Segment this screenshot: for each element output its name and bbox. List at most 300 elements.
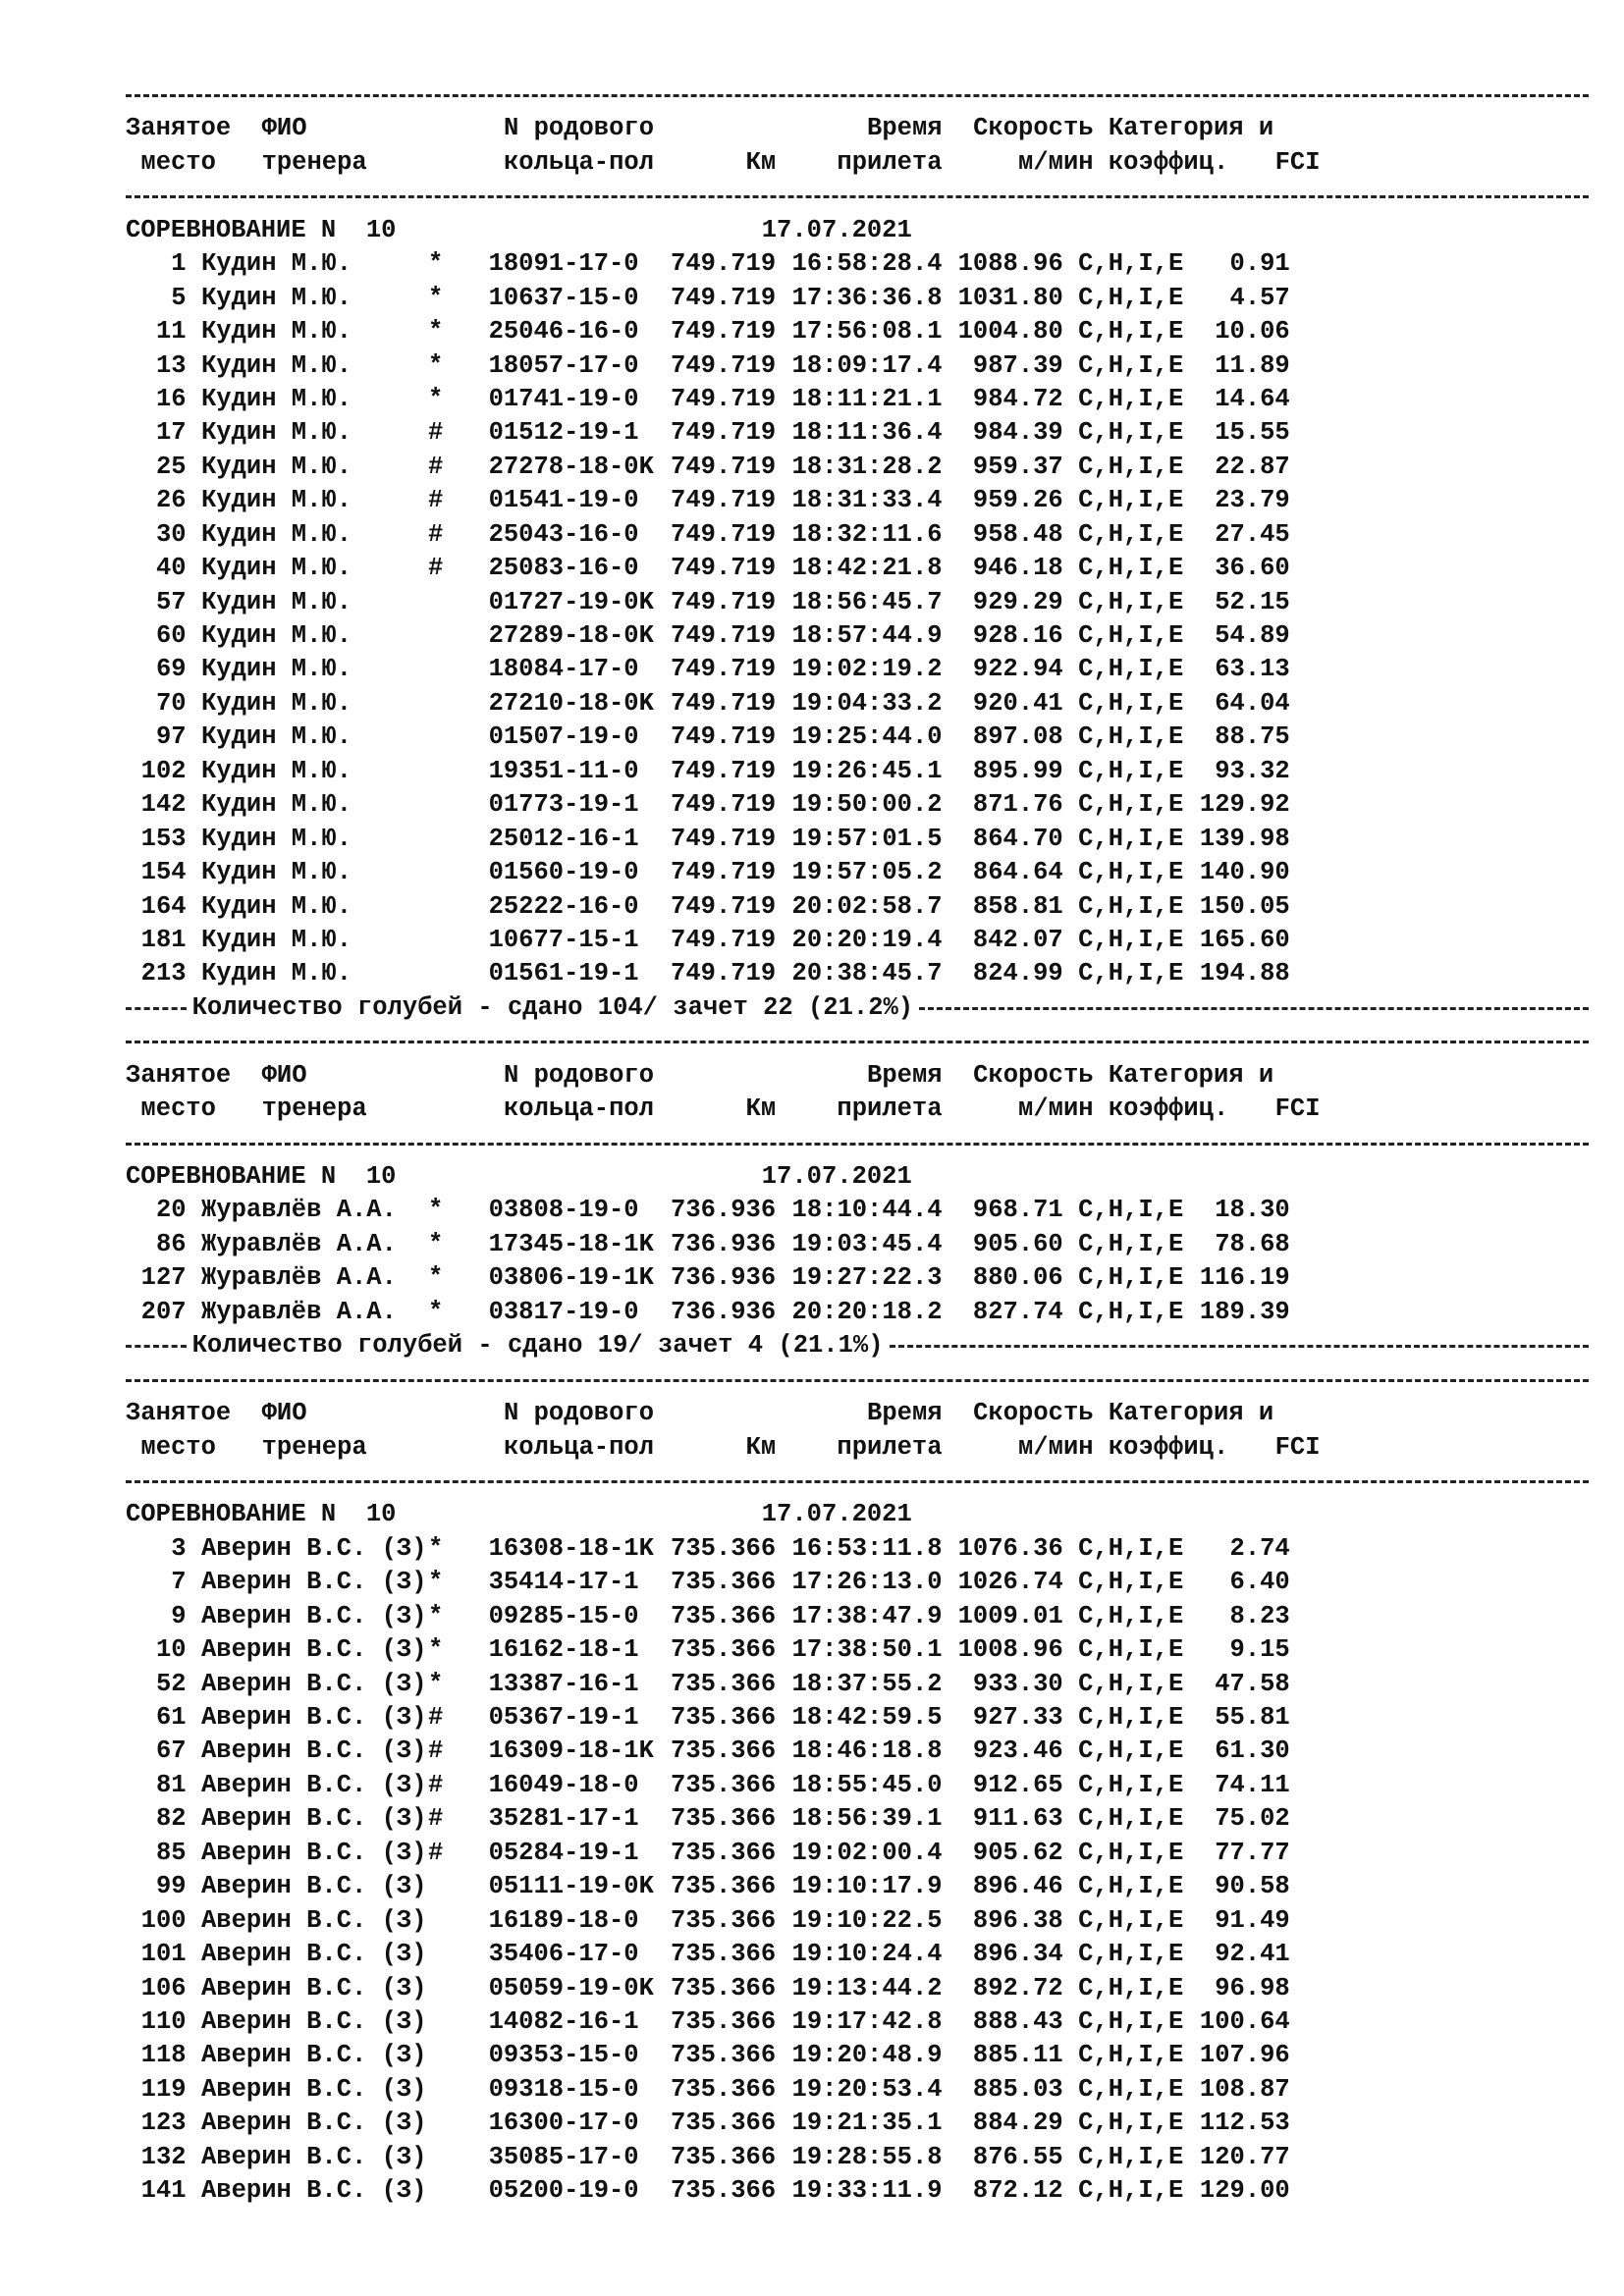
- time-cell: 17:36:36.8: [791, 283, 943, 312]
- place-cell: 70: [155, 688, 187, 718]
- fci-cell: 90.58: [1215, 1872, 1290, 1901]
- trainer-name-cell: Кудин М.Ю.: [200, 655, 352, 684]
- table-row: [126, 586, 1589, 619]
- speed-cell: 876.55: [972, 2142, 1063, 2171]
- time-cell: 19:10:22.5: [791, 1905, 943, 1935]
- place-cell: 164: [140, 891, 187, 921]
- place-cell: 101: [140, 1940, 187, 1969]
- header-category: коэффиц.: [1093, 1432, 1229, 1462]
- time-cell: 19:25:44.0: [791, 722, 943, 752]
- header-ring: кольца-пол: [503, 147, 654, 177]
- category-cell: C,H,I,E: [1078, 1601, 1184, 1630]
- ring-cell: 18084-17-0: [488, 655, 639, 684]
- header-line: [126, 112, 1589, 145]
- place-cell: 1: [171, 249, 187, 279]
- header-line: [126, 1059, 1589, 1093]
- fci-cell: 77.77: [1215, 1838, 1290, 1867]
- fci-cell: 112.53: [1199, 2109, 1290, 2138]
- ring-cell: 03806-19-1K: [488, 1263, 654, 1293]
- fci-cell: 93.32: [1215, 756, 1290, 785]
- category-cell: C,H,I,E: [1078, 756, 1184, 785]
- time-cell: 18:09:17.4: [791, 350, 943, 380]
- fci-cell: 91.49: [1215, 1905, 1290, 1935]
- time-cell: 17:38:50.1: [791, 1635, 943, 1665]
- km-cell: 749.719: [671, 858, 777, 887]
- trainer-name-cell: Кудин М.Ю.: [200, 519, 352, 549]
- trainer-name-cell: Аверин В.С. (З): [200, 1872, 427, 1901]
- category-cell: C,H,I,E: [1078, 858, 1184, 887]
- place-cell: 153: [140, 824, 187, 853]
- fci-cell: 47.58: [1215, 1669, 1290, 1698]
- place-cell: 17: [155, 418, 187, 448]
- place-cell: 86: [155, 1229, 187, 1258]
- header-speed: Скорость: [973, 1399, 1094, 1428]
- km-cell: 735.366: [671, 2006, 777, 2036]
- header-time: Время: [867, 1399, 943, 1428]
- ring-cell: 05367-19-1: [488, 1703, 639, 1732]
- km-cell: 749.719: [671, 554, 777, 583]
- header-fio: ФИО: [261, 114, 307, 143]
- category-cell: C,H,I,E: [1078, 1838, 1184, 1867]
- place-cell: 69: [155, 655, 187, 684]
- header-km: Км: [745, 147, 777, 177]
- fci-cell: 2.74: [1229, 1533, 1290, 1563]
- trainer-name-cell: Журавлёв А.А.: [200, 1263, 397, 1293]
- time-cell: 20:20:19.4: [791, 925, 943, 954]
- mark-cell: *: [427, 1229, 444, 1258]
- category-cell: C,H,I,E: [1078, 1940, 1184, 1969]
- time-cell: 19:03:45.4: [791, 1229, 943, 1258]
- trainer-name-cell: Кудин М.Ю.: [200, 891, 352, 921]
- competition-date: 17.07.2021: [761, 1162, 912, 1191]
- fci-cell: 4.57: [1229, 283, 1290, 312]
- category-cell: C,H,I,E: [1078, 925, 1184, 954]
- table-row: [126, 1532, 1589, 1566]
- mark-cell: *: [427, 249, 444, 279]
- ring-cell: 01507-19-0: [488, 722, 639, 752]
- category-cell: C,H,I,E: [1078, 1804, 1184, 1834]
- ring-cell: 05284-19-1: [488, 1838, 639, 1867]
- speed-cell: 842.07: [972, 925, 1063, 954]
- summary-dash-left: [126, 1007, 187, 1010]
- km-cell: 749.719: [671, 418, 777, 448]
- speed-cell: 946.18: [972, 554, 1063, 583]
- mark-cell: *: [427, 1635, 444, 1665]
- table-row: [126, 721, 1589, 754]
- header-ring: кольца-пол: [503, 1432, 654, 1462]
- time-cell: 18:32:11.6: [791, 519, 943, 549]
- km-cell: 736.936: [671, 1196, 777, 1225]
- category-cell: C,H,I,E: [1078, 554, 1184, 583]
- ring-cell: 01773-19-1: [488, 790, 639, 820]
- trainer-name-cell: Аверин В.С. (З): [200, 1736, 427, 1766]
- category-cell: C,H,I,E: [1078, 350, 1184, 380]
- place-cell: 100: [140, 1905, 187, 1935]
- fci-cell: 129.00: [1199, 2176, 1290, 2206]
- mark-cell: #: [427, 1703, 444, 1732]
- category-cell: C,H,I,E: [1078, 655, 1184, 684]
- header-speed: м/мин: [1018, 147, 1094, 177]
- speed-cell: 864.70: [972, 824, 1063, 853]
- time-cell: 18:37:55.2: [791, 1669, 943, 1698]
- trainer-name-cell: Кудин М.Ю.: [200, 350, 352, 380]
- category-cell: C,H,I,E: [1078, 249, 1184, 279]
- km-cell: 749.719: [671, 486, 777, 515]
- trainer-name-cell: Кудин М.Ю.: [200, 621, 352, 650]
- place-cell: 5: [171, 283, 187, 312]
- time-cell: 18:57:44.9: [791, 621, 943, 650]
- speed-cell: 885.03: [972, 2074, 1063, 2104]
- speed-cell: 864.64: [972, 858, 1063, 887]
- speed-cell: 1076.36: [957, 1533, 1063, 1563]
- table-row: [126, 2141, 1589, 2174]
- fci-cell: 52.15: [1215, 587, 1290, 616]
- ring-cell: 16308-18-1K: [488, 1533, 654, 1563]
- header-ring: N родового: [503, 114, 655, 143]
- km-cell: 749.719: [671, 587, 777, 616]
- trainer-name-cell: Аверин В.С. (З): [200, 1635, 427, 1665]
- speed-cell: 1004.80: [957, 317, 1063, 347]
- place-cell: 10: [155, 1635, 187, 1665]
- header-category: коэффиц.: [1093, 1095, 1229, 1124]
- table-row: [126, 247, 1589, 281]
- mark-cell: #: [427, 1804, 444, 1834]
- fci-cell: 55.81: [1215, 1703, 1290, 1732]
- table-row: [126, 653, 1589, 686]
- ring-cell: 25012-16-1: [488, 824, 639, 853]
- mark-cell: *: [427, 317, 444, 347]
- category-cell: C,H,I,E: [1078, 2006, 1184, 2036]
- speed-cell: 871.76: [972, 790, 1063, 820]
- trainer-name-cell: Аверин В.С. (З): [200, 1533, 427, 1563]
- table-row: [126, 2174, 1589, 2208]
- header-place: Занятое: [126, 1060, 232, 1090]
- km-cell: 749.719: [671, 891, 777, 921]
- km-cell: 749.719: [671, 452, 777, 481]
- table-row: [126, 924, 1589, 957]
- header-category: коэффиц.: [1093, 147, 1229, 177]
- table-row: [126, 1904, 1589, 1938]
- speed-cell: 968.71: [972, 1196, 1063, 1225]
- category-cell: C,H,I,E: [1078, 824, 1184, 853]
- ring-cell: 10677-15-1: [488, 925, 639, 954]
- ring-cell: 25083-16-0: [488, 554, 639, 583]
- header-rule-top: [126, 1363, 1589, 1397]
- competition-title: СОРЕВНОВАНИЕ N 10: [126, 1500, 397, 1529]
- table-row: [126, 1228, 1589, 1261]
- fci-cell: 15.55: [1215, 418, 1290, 448]
- trainer-name-cell: Кудин М.Ю.: [200, 858, 352, 887]
- km-cell: 749.719: [671, 249, 777, 279]
- header-fio: тренера: [261, 1095, 367, 1124]
- ring-cell: 35085-17-0: [488, 2142, 639, 2171]
- category-cell: C,H,I,E: [1078, 1229, 1184, 1258]
- table-row: [126, 1668, 1589, 1701]
- category-cell: C,H,I,E: [1078, 2142, 1184, 2171]
- mark-cell: #: [427, 1770, 444, 1799]
- summary-line: [126, 991, 1589, 1025]
- header-line: [126, 1093, 1589, 1126]
- time-cell: 19:57:05.2: [791, 858, 943, 887]
- header-ring: N родового: [503, 1060, 655, 1090]
- category-cell: C,H,I,E: [1078, 283, 1184, 312]
- header-fci: FCI: [1274, 1432, 1321, 1462]
- mark-cell: #: [427, 1736, 444, 1766]
- header-place: место: [140, 1432, 216, 1462]
- trainer-name-cell: Кудин М.Ю.: [200, 722, 352, 752]
- place-cell: 132: [140, 2142, 187, 2171]
- mark-cell: *: [427, 283, 444, 312]
- category-cell: C,H,I,E: [1078, 519, 1184, 549]
- table-row: [126, 383, 1589, 416]
- ring-cell: 01561-19-1: [488, 959, 639, 988]
- mark-cell: #: [427, 1838, 444, 1867]
- time-cell: 19:21:35.1: [791, 2109, 943, 2138]
- time-cell: 19:20:53.4: [791, 2074, 943, 2104]
- place-cell: 16: [155, 384, 187, 413]
- summary-text: Количество голубей - сдано 104/ зачет 22 (21.2%): [191, 992, 914, 1022]
- km-cell: 735.366: [671, 1568, 777, 1597]
- place-cell: 213: [140, 959, 187, 988]
- time-cell: 17:56:08.1: [791, 317, 943, 347]
- results-document: [126, 79, 1589, 2209]
- speed-cell: 959.26: [972, 486, 1063, 515]
- table-row: [126, 349, 1589, 383]
- fci-cell: 54.89: [1215, 621, 1290, 650]
- trainer-name-cell: Аверин В.С. (З): [200, 1770, 427, 1799]
- speed-cell: 929.29: [972, 587, 1063, 616]
- time-cell: 19:02:00.4: [791, 1838, 943, 1867]
- fci-cell: 8.23: [1229, 1601, 1290, 1630]
- place-cell: 118: [140, 2041, 187, 2070]
- table-row: [126, 1837, 1589, 1870]
- km-cell: 735.366: [671, 1533, 777, 1563]
- fci-cell: 189.39: [1199, 1297, 1290, 1326]
- km-cell: 735.366: [671, 1736, 777, 1766]
- ring-cell: 16162-18-1: [488, 1635, 639, 1665]
- speed-cell: 872.12: [972, 2176, 1063, 2206]
- place-cell: 25: [155, 452, 187, 481]
- mark-cell: *: [427, 350, 444, 380]
- table-row: [126, 1802, 1589, 1836]
- trainer-name-cell: Кудин М.Ю.: [200, 283, 352, 312]
- ring-cell: 16049-18-0: [488, 1770, 639, 1799]
- category-cell: C,H,I,E: [1078, 317, 1184, 347]
- km-cell: 749.719: [671, 790, 777, 820]
- speed-cell: 824.99: [972, 959, 1063, 988]
- time-cell: 16:53:11.8: [791, 1533, 943, 1563]
- fci-cell: 129.92: [1199, 790, 1290, 820]
- time-cell: 19:33:11.9: [791, 2176, 943, 2206]
- km-cell: 735.366: [671, 2109, 777, 2138]
- table-row: [126, 451, 1589, 484]
- category-cell: C,H,I,E: [1078, 587, 1184, 616]
- ring-cell: 18091-17-0: [488, 249, 639, 279]
- ring-cell: 35281-17-1: [488, 1804, 639, 1834]
- km-cell: 749.719: [671, 722, 777, 752]
- trainer-name-cell: Аверин В.С. (З): [200, 2109, 427, 2138]
- fci-cell: 36.60: [1215, 554, 1290, 583]
- place-cell: 9: [171, 1601, 187, 1630]
- category-cell: C,H,I,E: [1078, 1973, 1184, 2002]
- competition-line: [126, 1498, 1589, 1531]
- fci-cell: 92.41: [1215, 1940, 1290, 1969]
- ring-cell: 10637-15-0: [488, 283, 639, 312]
- speed-cell: 884.29: [972, 2109, 1063, 2138]
- summary-line: [126, 1329, 1589, 1362]
- km-cell: 735.366: [671, 2142, 777, 2171]
- fci-cell: 11.89: [1215, 350, 1290, 380]
- place-cell: 26: [155, 486, 187, 515]
- fci-cell: 88.75: [1215, 722, 1290, 752]
- ring-cell: 05200-19-0: [488, 2176, 639, 2206]
- time-cell: 19:02:19.2: [791, 655, 943, 684]
- trainer-name-cell: Кудин М.Ю.: [200, 688, 352, 718]
- speed-cell: 958.48: [972, 519, 1063, 549]
- speed-cell: 905.60: [972, 1229, 1063, 1258]
- speed-cell: 912.65: [972, 1770, 1063, 1799]
- header-speed: м/мин: [1018, 1432, 1094, 1462]
- header-category: Категория и: [1093, 1060, 1274, 1090]
- category-cell: C,H,I,E: [1078, 418, 1184, 448]
- fci-cell: 107.96: [1199, 2041, 1290, 2070]
- fci-cell: 18.30: [1215, 1196, 1290, 1225]
- fci-cell: 27.45: [1215, 519, 1290, 549]
- place-cell: 3: [171, 1533, 187, 1563]
- competition-line: [126, 1160, 1589, 1194]
- trainer-name-cell: Кудин М.Ю.: [200, 384, 352, 413]
- speed-cell: 984.72: [972, 384, 1063, 413]
- trainer-name-cell: Кудин М.Ю.: [200, 959, 352, 988]
- fci-cell: 139.98: [1199, 824, 1290, 853]
- place-cell: 207: [140, 1297, 187, 1326]
- time-cell: 19:27:22.3: [791, 1263, 943, 1293]
- summary-dash-left: [126, 1345, 187, 1348]
- trainer-name-cell: Аверин В.С. (З): [200, 1973, 427, 2002]
- header-place: место: [140, 147, 216, 177]
- speed-cell: 911.63: [972, 1804, 1063, 1834]
- fci-cell: 74.11: [1215, 1770, 1290, 1799]
- table-row: [126, 687, 1589, 721]
- ring-cell: 16309-18-1K: [488, 1736, 654, 1766]
- place-cell: 141: [140, 2176, 187, 2206]
- speed-cell: 959.37: [972, 452, 1063, 481]
- place-cell: 99: [155, 1872, 187, 1901]
- table-row: [126, 788, 1589, 822]
- header-time: прилета: [837, 1432, 943, 1462]
- speed-cell: 1026.74: [957, 1568, 1063, 1597]
- place-cell: 102: [140, 756, 187, 785]
- trainer-name-cell: Кудин М.Ю.: [200, 824, 352, 853]
- category-cell: C,H,I,E: [1078, 1196, 1184, 1225]
- fci-cell: 63.13: [1215, 655, 1290, 684]
- table-row: [126, 2039, 1589, 2072]
- header-rule-top: [126, 1025, 1589, 1058]
- place-cell: 85: [155, 1838, 187, 1867]
- summary-dash-right: [919, 1007, 1589, 1010]
- fci-cell: 64.04: [1215, 688, 1290, 718]
- table-row: [126, 619, 1589, 653]
- mark-cell: #: [427, 554, 444, 583]
- trainer-name-cell: Аверин В.С. (З): [200, 1905, 427, 1935]
- time-cell: 19:20:48.9: [791, 2041, 943, 2070]
- table-row: [126, 755, 1589, 788]
- ring-cell: 14082-16-1: [488, 2006, 639, 2036]
- fci-cell: 61.30: [1215, 1736, 1290, 1766]
- mark-cell: *: [427, 1263, 444, 1293]
- speed-cell: 897.08: [972, 722, 1063, 752]
- km-cell: 735.366: [671, 1872, 777, 1901]
- km-cell: 749.719: [671, 384, 777, 413]
- place-cell: 106: [140, 1973, 187, 2002]
- time-cell: 18:55:45.0: [791, 1770, 943, 1799]
- header-time: прилета: [837, 147, 943, 177]
- table-row: [126, 823, 1589, 856]
- time-cell: 18:42:21.8: [791, 554, 943, 583]
- table-row: [126, 282, 1589, 315]
- table-row: [126, 1938, 1589, 1971]
- ring-cell: 09318-15-0: [488, 2074, 639, 2104]
- speed-cell: 858.81: [972, 891, 1063, 921]
- time-cell: 20:02:58.7: [791, 891, 943, 921]
- place-cell: 97: [155, 722, 187, 752]
- header-fio: ФИО: [261, 1060, 307, 1090]
- km-cell: 735.366: [671, 1905, 777, 1935]
- table-row: [126, 1261, 1589, 1295]
- header-time: Время: [867, 114, 943, 143]
- ring-cell: 35414-17-1: [488, 1568, 639, 1597]
- table-row: [126, 1600, 1589, 1633]
- speed-cell: 933.30: [972, 1669, 1063, 1698]
- category-cell: C,H,I,E: [1078, 2176, 1184, 2206]
- speed-cell: 923.46: [972, 1736, 1063, 1766]
- trainer-name-cell: Кудин М.Ю.: [200, 790, 352, 820]
- mark-cell: #: [427, 452, 444, 481]
- table-row: [126, 1870, 1589, 1903]
- place-cell: 110: [140, 2006, 187, 2036]
- speed-cell: 1009.01: [957, 1601, 1063, 1630]
- category-cell: C,H,I,E: [1078, 1770, 1184, 1799]
- time-cell: 19:10:24.4: [791, 1940, 943, 1969]
- header-place: Занятое: [126, 1399, 232, 1428]
- speed-cell: 896.46: [972, 1872, 1063, 1901]
- trainer-name-cell: Аверин В.С. (З): [200, 2074, 427, 2104]
- mark-cell: *: [427, 1297, 444, 1326]
- summary-dash-right: [890, 1345, 1589, 1348]
- time-cell: 19:50:00.2: [791, 790, 943, 820]
- place-cell: 154: [140, 858, 187, 887]
- speed-cell: 880.06: [972, 1263, 1063, 1293]
- km-cell: 749.719: [671, 925, 777, 954]
- place-cell: 20: [155, 1196, 187, 1225]
- header-km: Км: [745, 1432, 777, 1462]
- category-cell: C,H,I,E: [1078, 384, 1184, 413]
- competition-date: 17.07.2021: [761, 1500, 912, 1529]
- mark-cell: *: [427, 1568, 444, 1597]
- table-row: [126, 2005, 1589, 2039]
- fci-cell: 14.64: [1215, 384, 1290, 413]
- ring-cell: 05059-19-0K: [488, 1973, 654, 2002]
- trainer-name-cell: Кудин М.Ю.: [200, 317, 352, 347]
- trainer-name-cell: Аверин В.С. (З): [200, 1568, 427, 1597]
- category-cell: C,H,I,E: [1078, 452, 1184, 481]
- header-rule-bottom: [126, 180, 1589, 213]
- place-cell: 11: [155, 317, 187, 347]
- time-cell: 18:11:21.1: [791, 384, 943, 413]
- competition-date: 17.07.2021: [761, 215, 912, 244]
- trainer-name-cell: Журавлёв А.А.: [200, 1297, 397, 1326]
- header-rule-bottom: [126, 1465, 1589, 1498]
